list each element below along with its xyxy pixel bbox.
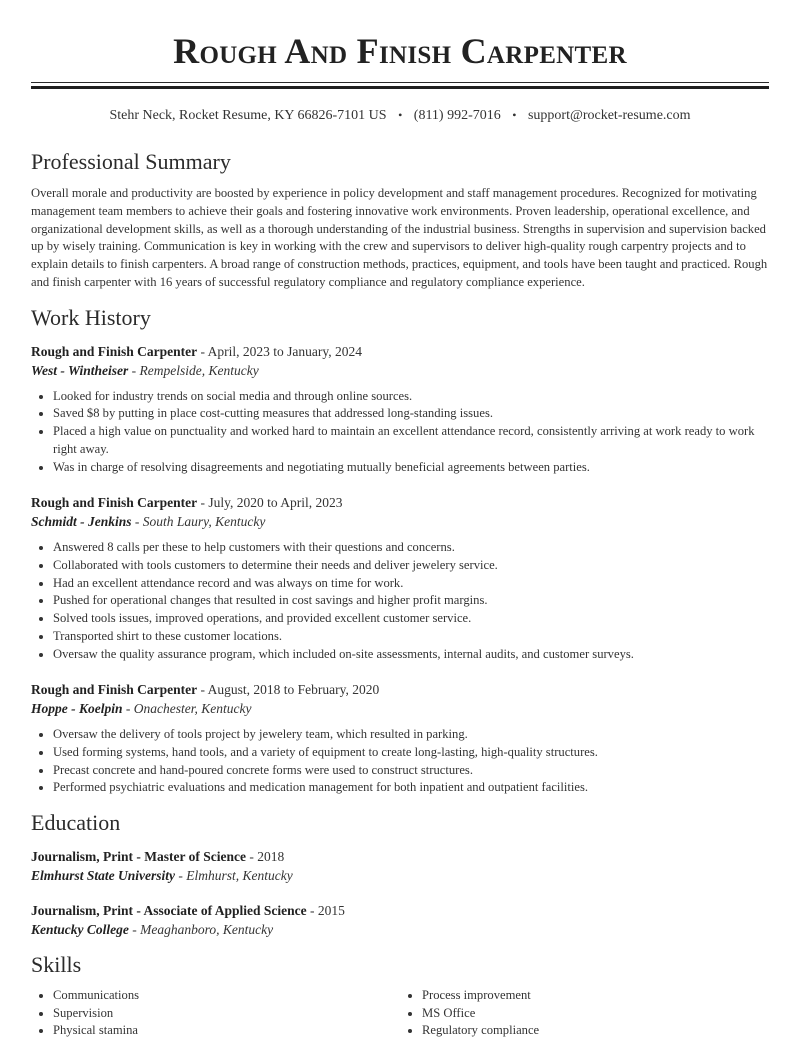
list-item: • Oversaw the quality assurance program, which included on-site assessments, internal audits, and customer surveys. [53, 646, 769, 664]
skill-item: • Process improvement [422, 987, 769, 1005]
job-location: - Rempelside, Kentucky [128, 362, 259, 378]
list-item: • Precast concrete and hand-poured concrete forms were used to construct structures. [53, 762, 769, 780]
education-location: - Elmhurst, Kentucky [175, 868, 293, 884]
skill-item: • Communications [53, 987, 400, 1005]
job-employer [31, 512, 769, 531]
job-employer [31, 699, 769, 718]
education-school-line [31, 866, 769, 885]
contact-email[interactable]: support@rocket-resume.com [527, 108, 691, 123]
header-double-rule [31, 82, 769, 89]
section-title-education: Education [31, 810, 121, 836]
candidate-name: Rough And Finish Carpenter [173, 31, 627, 71]
education-location: - Meaghanboro, Kentucky [128, 922, 274, 938]
education-year: - 2018 [245, 849, 285, 865]
skills-grid [31, 987, 769, 1040]
job-role: Rough and Finish Carpenter [31, 495, 198, 511]
job-bullets [31, 539, 769, 663]
list-item: • Pushed for operational changes that resulted in cost savings and higher profit margins. [53, 592, 769, 610]
bullet-separator-icon: • [398, 108, 403, 122]
list-item: • Oversaw the delivery of tools project by jewelery team, which resulted in parking. [53, 726, 769, 744]
list-item: • Looked for industry trends on social media and through online sources. [53, 388, 769, 406]
job-company: Schmidt - Jenkins [31, 514, 132, 530]
education-entry [31, 901, 769, 939]
education-year: - 2015 [306, 903, 345, 919]
list-item: • Answered 8 calls per these to help customers with their questions and concerns. [53, 539, 769, 557]
job-bullets [31, 388, 769, 477]
education-heading [31, 847, 769, 866]
skill-item: • Physical stamina [53, 1022, 400, 1040]
skill-item: • Supervision [53, 1005, 400, 1023]
skills-list-right [400, 987, 769, 1040]
job-bullets [31, 726, 769, 797]
job-role: Rough and Finish Carpenter [31, 343, 198, 359]
bullet-separator-icon: • [512, 108, 517, 122]
list-item: • Had an excellent attendance record and was always on time for work. [53, 575, 769, 593]
job-role: Rough and Finish Carpenter [31, 682, 198, 698]
contact-line [31, 105, 769, 126]
job-heading [31, 342, 769, 361]
contact-phone[interactable]: (811) 992-7016 [413, 108, 501, 123]
education-school-line [31, 920, 769, 939]
job-heading [31, 493, 769, 512]
skills-list-left [31, 987, 400, 1040]
list-item: • Placed a high value on punctuality and worked hard to maintain an excellent attendance record, consistently arriving at work ready to work right away. [53, 423, 769, 458]
list-item: • Used forming systems, hand tools, and a variety of equipment to create long-lasting, high-quality structures. [53, 744, 769, 762]
rule-thick [31, 86, 769, 89]
list-item: • Was in charge of resolving disagreements and negotiating mutually beneficial agreements between parties. [53, 459, 769, 477]
job-dates: - April, 2023 to January, 2024 [197, 343, 363, 359]
education-entry [31, 847, 769, 885]
education-school: Kentucky College [31, 922, 129, 938]
job-employer [31, 361, 769, 380]
education-heading [31, 901, 769, 920]
rule-thin [31, 82, 769, 83]
education-school: Elmhurst State University [31, 868, 176, 884]
section-title-work-history: Work History [31, 304, 151, 330]
list-item: • Collaborated with tools customers to determine their needs and deliver jewelery service. [53, 557, 769, 575]
list-item: • Solved tools issues, improved operations, and provided excellent customer service. [53, 610, 769, 628]
education-degree: Journalism, Print - Master of Science [31, 849, 246, 865]
summary-text: Overall morale and productivity are boosted by experience in policy development and staff management procedures. Recognized for motivating management team members to achieve their goals and fostering innovative work environments. Proven leadership, operational excellence, and organizational development skills, as well as a thorough understanding of the industrial business. Strengths in supervision and supervision backed up by wisely training. Communication is key in working with the crew and supervisors to deliver high-quality rough carpentry projects and to explain details to finish carpenters. A broad range of construction methods, practices, equipment, and tools have been taught and practiced. Rough and finish carpenter with 16 years of successful regulatory compliance and regulatory compliance experience. [31, 186, 768, 289]
job-dates: - August, 2018 to February, 2020 [197, 682, 380, 698]
skill-item: • MS Office [422, 1005, 769, 1023]
job-entry [31, 342, 769, 477]
job-dates: - July, 2020 to April, 2023 [197, 495, 343, 511]
job-company: West - Wintheiser [31, 362, 129, 378]
job-entry [31, 493, 769, 663]
job-company: Hoppe - Koelpin [31, 701, 123, 717]
section-title-summary: Professional Summary [31, 149, 231, 174]
skill-item: • Regulatory compliance [422, 1022, 769, 1040]
education-degree: Journalism, Print - Associate of Applied Science [31, 903, 307, 919]
job-heading [31, 680, 769, 699]
contact-address: Stehr Neck, Rocket Resume, KY 66826-7101 US [109, 108, 387, 123]
list-item: • Saved $8 by putting in place cost-cutting measures that addressed long-standing issues. [53, 405, 769, 423]
section-title-skills: Skills [31, 952, 82, 978]
job-entry [31, 680, 769, 797]
list-item: • Transported shirt to these customer locations. [53, 628, 769, 646]
list-item: • Performed psychiatric evaluations and medication management for both inpatient and outpatient facilities. [53, 779, 769, 797]
job-location: - Onachester, Kentucky [122, 701, 252, 717]
job-location: - South Laury, Kentucky [131, 514, 266, 530]
